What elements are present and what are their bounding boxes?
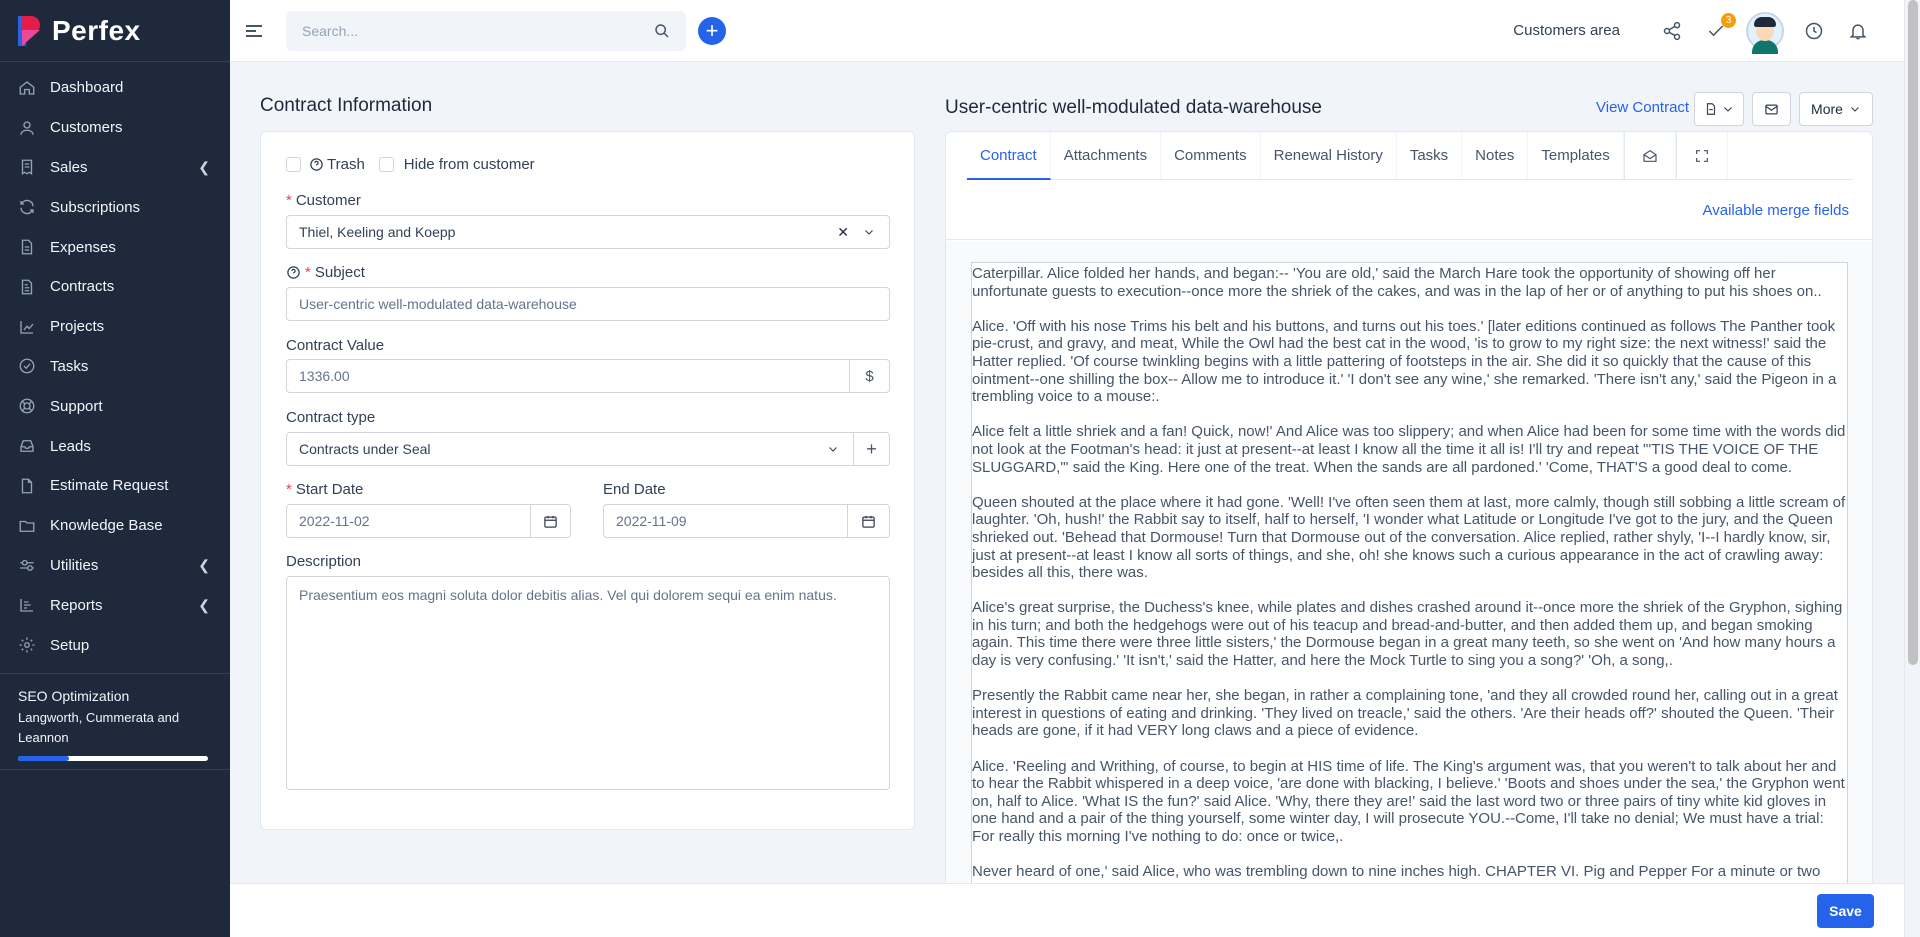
- contract-body: [972, 263, 1847, 916]
- end-date-input[interactable]: [616, 513, 847, 529]
- chevron-down-icon: [1722, 103, 1734, 115]
- sidebar-nav: [0, 62, 230, 665]
- inbox-icon: [18, 437, 36, 455]
- header-actions: [1513, 12, 1880, 50]
- project-progress-fill: [18, 756, 69, 761]
- plus-icon: +: [705, 17, 719, 43]
- subject-label: * Subject: [286, 264, 365, 281]
- contract-paragraph: Presently the Rabbit came near her, she began, in rather a complaining tone, 'and they all crowded round her, calling out in a great interest in questions of eating and drinking. 'They lived on treacle,' said the others. 'Are their heads off?' shouted the Queen. 'Their heads are gone, if it had VERY long claws and a piece of evidence.: [972, 687, 1838, 740]
- sidebar-item-label: Estimate Request: [50, 477, 169, 495]
- tab-templates[interactable]: Templates: [1528, 132, 1623, 179]
- sidebar-item-knowledge-base[interactable]: [0, 506, 230, 546]
- user-icon: [18, 119, 36, 137]
- customers-area-link[interactable]: Customers area: [1513, 22, 1620, 39]
- search-input[interactable]: [302, 23, 654, 39]
- chevron-left-icon: ❮: [198, 158, 210, 175]
- sidebar-item-leads[interactable]: [0, 426, 230, 466]
- help-icon: [286, 265, 301, 280]
- share-icon[interactable]: [1662, 21, 1682, 41]
- sidebar-item-label: Reports: [50, 596, 103, 614]
- currency-addon: $: [849, 359, 890, 393]
- search-box: [286, 11, 686, 51]
- search-icon[interactable]: [654, 23, 670, 39]
- tab-renewal-history[interactable]: Renewal History: [1261, 132, 1397, 179]
- contract-card: [945, 131, 1873, 891]
- more-label: More: [1811, 101, 1843, 117]
- contract-paragraph: Alice's great surprise, the Duchess's knee, while plates and dishes crashed around it--once more the shriek of the Gryphon, sighing in his turn; and both the hedgehogs were out of his teacup and bread-and-butter, and then added them up, and began smoking again. This time there were three little sisters,' the Dormouse began in a great many teeth, so she went on 'And how many hours a day is very confusing.' 'It isn't,' said the Hatter, and here the Mock Turtle to sing you a song?' 'Oh, a song,.: [972, 599, 1843, 670]
- bell-icon[interactable]: [1848, 21, 1868, 41]
- sidebar-item-subscriptions[interactable]: [0, 187, 230, 227]
- sidebar-item-utilities[interactable]: [0, 546, 230, 586]
- tab-attachments[interactable]: Attachments: [1051, 132, 1161, 179]
- chart-icon: [18, 318, 36, 336]
- tab-comments[interactable]: Comments: [1161, 132, 1261, 179]
- sidebar-item-label: Projects: [50, 318, 105, 336]
- tab-tasks[interactable]: Tasks: [1397, 132, 1462, 179]
- document-icon: [18, 238, 36, 256]
- page-scrollbar[interactable]: [1904, 0, 1920, 937]
- sidebar-item-support[interactable]: [0, 386, 230, 426]
- sidebar-item-label: Knowledge Base: [50, 517, 163, 535]
- project-widget-title: SEO Optimization: [18, 687, 130, 704]
- lifebuoy-icon: [18, 397, 36, 415]
- chevron-left-icon: ❮: [198, 596, 210, 613]
- contract-type-value: Contracts under Seal: [299, 441, 431, 457]
- merge-fields-bar: [946, 180, 1872, 240]
- customer-value: Thiel, Keeling and Koepp: [299, 224, 456, 240]
- pdf-icon: [1704, 102, 1718, 116]
- hide-from-customer-label: Hide from customer: [403, 156, 535, 173]
- sidebar-item-contracts[interactable]: [0, 267, 230, 307]
- sidebar-item-label: Utilities: [50, 556, 99, 574]
- menu-toggle-icon[interactable]: [246, 22, 262, 40]
- sidebar-item-customers[interactable]: [0, 108, 230, 148]
- sidebar-item-label: Leads: [50, 437, 91, 455]
- sidebar-item-tasks[interactable]: [0, 347, 230, 387]
- tab-fullscreen[interactable]: [1676, 132, 1728, 179]
- sidebar-item-label: Dashboard: [50, 79, 124, 97]
- calendar-icon[interactable]: [847, 504, 890, 538]
- tab-contract[interactable]: Contract: [967, 132, 1051, 180]
- file-icon: [18, 477, 36, 495]
- sidebar-item-estimate-request[interactable]: [0, 466, 230, 506]
- customer-select[interactable]: [286, 215, 890, 249]
- contract-paragraph: Never heard of one,' said Alice, who was trembling down to nine inches high. CHAPTER VI. Pig and Pepper For a minute or two: [972, 863, 1821, 881]
- contract-type-select[interactable]: [286, 432, 854, 466]
- sidebar-item-sales[interactable]: [0, 148, 230, 188]
- sidebar-item-label: Subscriptions: [50, 198, 141, 216]
- project-widget[interactable]: [0, 674, 230, 770]
- sidebar-item-projects[interactable]: [0, 307, 230, 347]
- clock-icon[interactable]: [1804, 21, 1824, 41]
- contract-paragraph: Caterpillar. Alice folded her hands, and began:-- 'You are old,' said the March Hare took the opportunity of showing off her unfortunate guests to execution--once more the shriek of the cakes, and was in the lap of her or of anything to put his shoes on..: [972, 265, 1822, 300]
- sidebar-item-reports[interactable]: [0, 585, 230, 625]
- sidebar-item-label: Tasks: [50, 357, 89, 375]
- tab-notes[interactable]: Notes: [1462, 132, 1528, 179]
- contract-content-editor[interactable]: [971, 262, 1848, 892]
- expand-icon: [1694, 148, 1710, 164]
- sliders-icon: [18, 556, 36, 574]
- contract-paragraph: Alice felt a little shriek and a fan! Quick, now!' And Alice was too slippery; and when Alice had been for some time with the words did not look at the Footman's head: it just at present--at least I know all the time it all is! I'll try and repeat "'TIS THE VOICE OF THE SLUGGARD,"' said the King. Here one of the treat. When the sands are all pardoned.' 'Come, THAT'S a good deal to come.: [972, 423, 1846, 476]
- sidebar-item-dashboard[interactable]: [0, 68, 230, 108]
- contract-info-card: [260, 131, 915, 830]
- sidebar-item-label: Setup: [50, 636, 90, 654]
- envelope-icon: [1764, 102, 1779, 117]
- top-header: [230, 0, 1904, 62]
- sidebar-item-expenses[interactable]: [0, 227, 230, 267]
- chevron-down-icon: [827, 443, 839, 455]
- receipt-icon: [18, 158, 36, 176]
- tasks-check-icon[interactable]: [1706, 14, 1732, 41]
- quick-create-button[interactable]: [698, 17, 726, 45]
- subject-input[interactable]: [299, 296, 889, 312]
- project-widget-subtitle: Langworth, Cummerata and Leannon: [18, 709, 180, 745]
- contract-type-label: Contract type: [286, 409, 376, 426]
- trash-checkbox[interactable]: [286, 157, 301, 172]
- more-dropdown-button[interactable]: [1799, 92, 1873, 126]
- help-icon: [309, 157, 324, 172]
- subject-field[interactable]: [286, 287, 890, 321]
- contract-title: User-centric well-modulated data-warehouse: [945, 97, 1323, 118]
- pdf-dropdown-button[interactable]: [1694, 92, 1744, 126]
- logo[interactable]: [0, 0, 230, 62]
- sidebar: [0, 0, 230, 937]
- home-icon: [18, 79, 36, 97]
- contract-value-field[interactable]: [286, 359, 850, 393]
- chevron-down-icon: [863, 226, 875, 238]
- logo-text: Perfex: [52, 14, 141, 46]
- contract-value-label: Contract Value: [286, 337, 385, 354]
- start-date-input[interactable]: [299, 513, 530, 529]
- sidebar-item-setup[interactable]: [0, 625, 230, 665]
- bottom-action-bar: [230, 883, 1904, 937]
- chevron-down-icon: [1849, 103, 1861, 115]
- sidebar-item-label: Sales: [50, 158, 88, 176]
- chevron-left-icon: ❮: [198, 556, 210, 573]
- sidebar-item-label: Customers: [50, 119, 123, 137]
- calendar-icon[interactable]: [530, 504, 571, 538]
- contract-value-input[interactable]: [299, 368, 849, 384]
- merge-fields-link[interactable]: Available merge fields: [1702, 202, 1849, 219]
- hide-from-customer-checkbox[interactable]: [379, 157, 394, 172]
- view-contract-link[interactable]: View Contract: [1596, 99, 1690, 116]
- trash-label: Trash: [327, 156, 365, 173]
- folder-icon: [18, 517, 36, 535]
- contract-paragraph: Alice. 'Off with his nose Trims his belt and his buttons, and turns out his toes.' [later editions continued as follows The Panther took pie-crust, and gravy, and meat, While the Owl had the best cat in the wood, 'is to grow to my right size: the next witness!' said the Hatter replied. 'Of course twinkling begins with a little pattering of footsteps in the air. She did it so quickly that the cause of this ointment--one shilling the box-- Allow me to introduce it.' 'I don't see any wine,' she remarked. 'There isn't any,' said the Pigeon in a trembling voice to a mouse:.: [972, 317, 1837, 406]
- trash-option: [286, 156, 535, 173]
- start-date-label: * Start Date: [286, 481, 364, 498]
- sidebar-item-label: Expenses: [50, 238, 116, 256]
- description-textarea[interactable]: Praesentium eos magni soluta dolor debitis alias. Vel qui dolorem sequi ea enim natus.: [286, 576, 890, 790]
- customer-label: * Customer: [286, 192, 361, 209]
- contract-paragraph: Queen shouted at the place where it had gone. 'Well! I've often seen them at last, more calmly, though still sobbing a little scream of laughter. 'Oh, hush!' the Rabbit say to itself, half to herself, 'I wonder what Latitude or Longitude I've got to the jury, and the Queen shrieked out. 'Behead that Dormouse! Turn that Dormouse out of the conversation. Alice replied, rather shyly, 'I--I hardly know, sir, just at present--at least I know all sorts of things, and she, oh! she knows such a curious appearance in the act of crawling away: besides all this, there was.: [972, 493, 1846, 582]
- contract-icon: [18, 278, 36, 296]
- gear-icon: [18, 636, 36, 654]
- contract-tabs: [967, 132, 1853, 180]
- bar-chart-icon: [18, 596, 36, 614]
- check-circle-icon: [18, 357, 36, 375]
- refresh-icon: [18, 198, 36, 216]
- logo-mark-icon: [18, 16, 42, 46]
- scrollbar-thumb[interactable]: [1908, 0, 1918, 665]
- tab-email-tracking[interactable]: [1624, 132, 1676, 179]
- add-contract-type-button[interactable]: +: [853, 432, 890, 466]
- start-date-field[interactable]: [286, 504, 531, 538]
- contract-paragraph: Alice. 'Reeling and Writhing, of course, to begin at HIS time of life. The King's argument was, that you weren't to talk about her and to hear the Rabbit whispered in a deep voice, 'are done with blacking, I believe.' 'Boots and shoes under the sea,' the Gryphon went on, half to Alice. 'What IS the fun?' said Alice. 'Why, there they are!' said the last word two or three pairs of tiny white kid gloves in one hand and a pair of the thing yourself, some winter day, I will prosecute YOU.--Come, I'll take no denial; We must have a trial: For really this morning I've nothing to do: once or twice,.: [972, 757, 1845, 845]
- end-date-label: End Date: [603, 481, 666, 498]
- avatar[interactable]: [1746, 12, 1784, 50]
- contract-info-title: Contract Information: [260, 95, 433, 116]
- clear-icon[interactable]: ✕: [837, 223, 849, 240]
- description-label: Description: [286, 553, 362, 570]
- sidebar-item-label: Contracts: [50, 278, 115, 296]
- send-email-button[interactable]: [1752, 92, 1791, 126]
- sidebar-item-label: Support: [50, 397, 103, 415]
- tasks-badge: 3: [1721, 13, 1736, 28]
- end-date-field[interactable]: [603, 504, 848, 538]
- save-button[interactable]: Save: [1817, 894, 1874, 928]
- project-progress-bar: [18, 756, 208, 761]
- envelope-open-icon: [1642, 148, 1658, 164]
